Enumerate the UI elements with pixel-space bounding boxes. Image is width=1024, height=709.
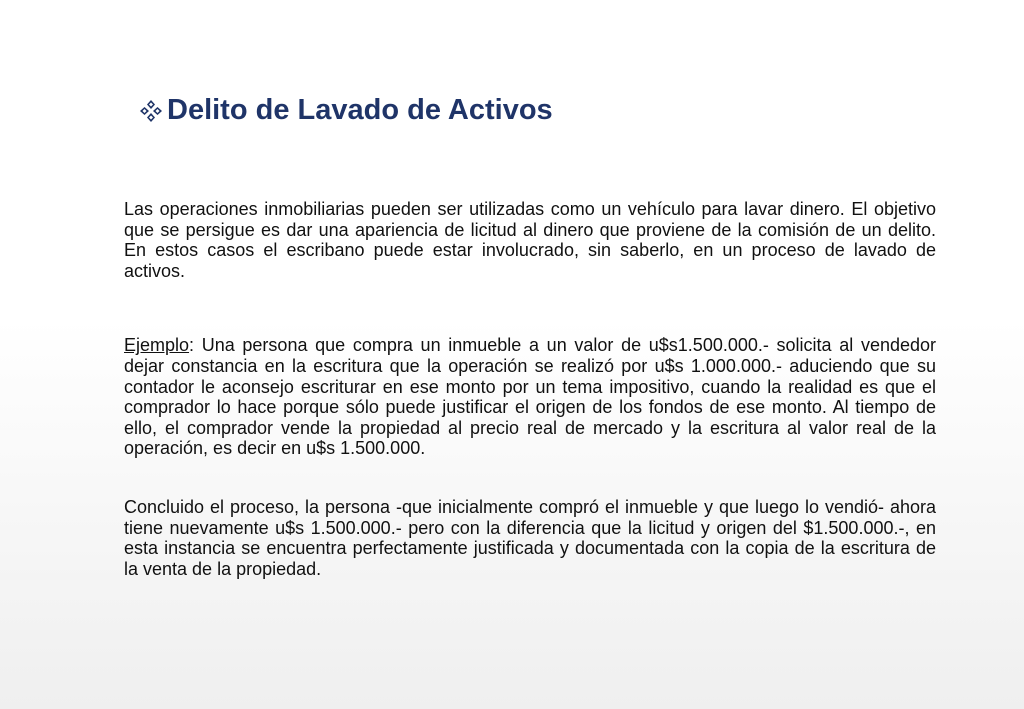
example-text: : Una persona que compra un inmueble a un valor de u$s1.500.000.- solicita al vendedor dejar constancia en la escritura que la operación se realizó por u$s 1.000.000.- aduciendo que su contador le aconsejo escriturar en ese monto por un tema impositivo, cuando la realidad es que el comprador lo hace porque sólo puede justificar el origen de los fondos de ese monto. Al tiempo de ello, el comprador vende la propiedad al precio real de mercado y la escritura al valor real de la operación, es decir en u$s 1.500.000. [124, 335, 936, 459]
diamond-cluster-bullet-icon [137, 97, 165, 125]
page-title: Delito de Lavado de Activos [167, 94, 553, 126]
paragraph-intro: Las operaciones inmobiliarias pueden ser utilizadas como un vehículo para lavar dinero. El objetivo que se persigue es dar una apariencia de licitud al dinero que proviene de la comisión de un delito. En estos casos el escribano puede estar involucrado, sin saberlo, en un proceso de lavado de activos. [124, 199, 936, 281]
slide-body [124, 199, 936, 579]
slide-title-row [137, 94, 553, 127]
paragraph-example [124, 335, 936, 459]
example-label: Ejemplo [124, 335, 190, 356]
paragraph-conclusion: Concluido el proceso, la persona -que inicialmente compró el inmueble y que luego lo vendió- ahora tiene nuevamente u$s 1.500.000.- pero con la diferencia que la licitud y origen del $1.500.000.-, en esta instancia se encuentra perfectamente justificada y documentada con la copia de la escritura de la venta de la propiedad. [124, 496, 936, 579]
